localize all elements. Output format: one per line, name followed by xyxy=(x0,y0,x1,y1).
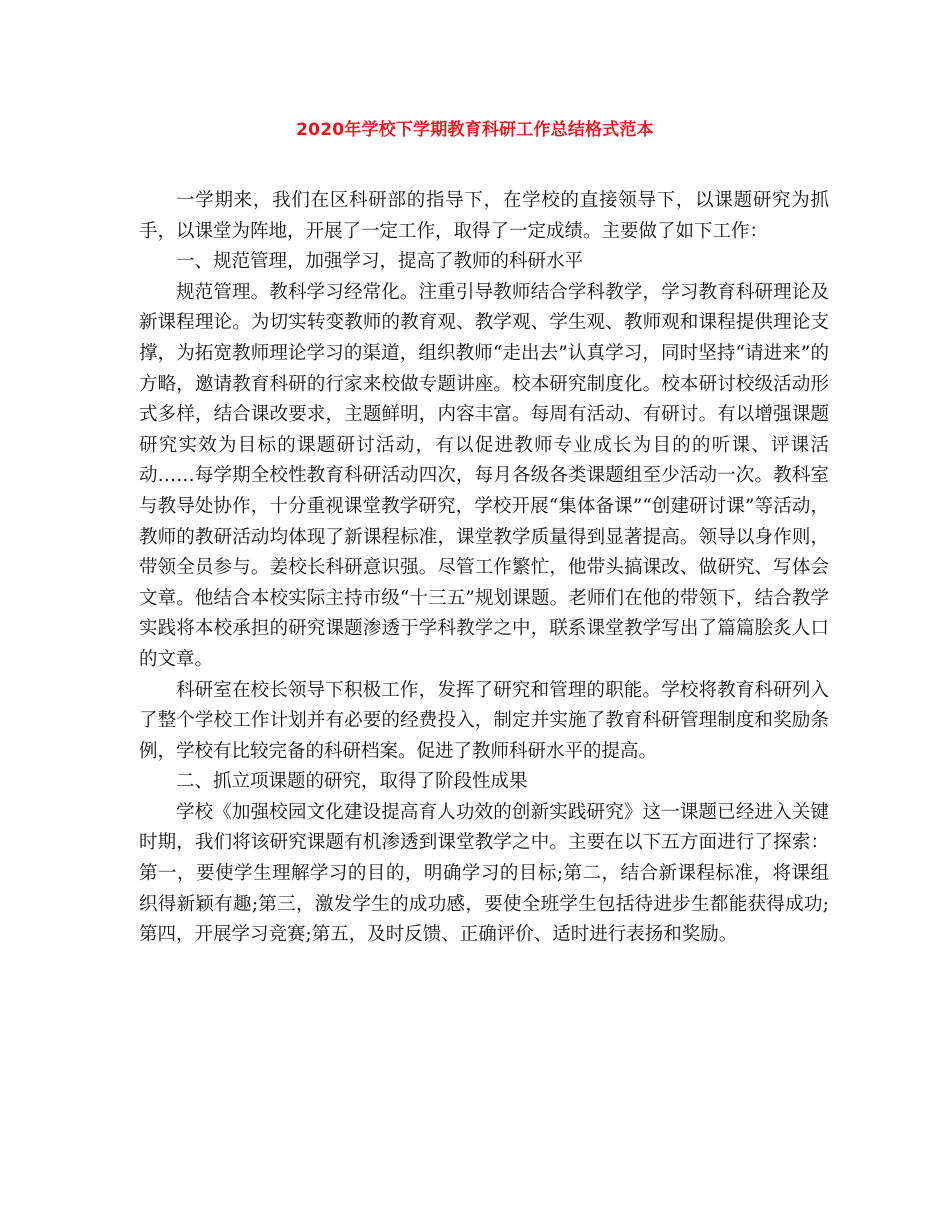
section-heading-2: 二、抓立项课题的研究，取得了阶段性成果 xyxy=(176,771,528,793)
document-body xyxy=(139,186,829,951)
section-heading-1: 一、规范管理，加强学习，提高了教师的科研水平 xyxy=(176,251,584,273)
paragraph-intro: 一学期来，我们在区科研部的指导下，在学校的直接领导下，以课题研究为抓手，以课堂为阵地，开展了一定工作，取得了一定成绩。主要做了如下工作： xyxy=(139,190,829,242)
document-title: 2020年学校下学期教育科研工作总结格式范本 xyxy=(296,120,654,140)
paragraph-management: 规范管理。教科学习经常化。注重引导教师结合学科教学，学习教育科研理论及新课程理论。为切实转变教师的教育观、教学观、学生观、教师观和课程提供理论支撑，为拓宽教师理论学习的渠道，组织教师“走出去”认真学习，同时坚持“请进来”的方略，邀请教育科研的行家来校做专题讲座。校本研究制度化。校本研讨校级活动形式多样，结合课改要求，主题鲜明，内容丰富。每周有活动、有研讨。有以增强课题研究实效为目标的课题研讨活动，有以促进教师专业成长为目的的听课、评课活动……每学期全校性教育科研活动四次，每月各级各类课题组至少活动一次。教科室与教导处协作，十分重视课堂教学研究，学校开展“集体备课”“创建研讨课”等活动，教师的教研活动均体现了新课程标准，课堂教学质量得到显著提高。领导以身作则，带领全员参与。姜校长科研意识强。尽管工作繁忙，他带头搞课改、做研究、写体会文章。他结合本校实际主持市级“十三五”规划课题。老师们在他的带领下，结合教学实践将本校承担的研究课题渗透于学科教学之中，联系课堂教学写出了篇篇脍炙人口的文章。 xyxy=(139,281,829,670)
paragraph-project-research: 学校《加强校园文化建设提高育人功效的创新实践研究》这一课题已经进入关键时期，我们将该研究课题有机渗透到课堂教学之中。主要在以下五方面进行了探索：第一，要使学生理解学习的目的，明确学习的目标;第二，结合新课程标准，将课组织得新颖有趣;第三，激发学生的成功感，要使全班学生包括待进步生都能获得成功;第四，开展学习竞赛;第五，及时反馈、正确评价、适时进行表扬和奖励。 xyxy=(139,801,829,946)
paragraph-research-office: 科研室在校长领导下积极工作，发挥了研究和管理的职能。学校将教育科研列入了整个学校工作计划并有必要的经费投入，制定并实施了教育科研管理制度和奖励条例，学校有比较完备的科研档案。促进了教师科研水平的提高。 xyxy=(139,679,829,762)
